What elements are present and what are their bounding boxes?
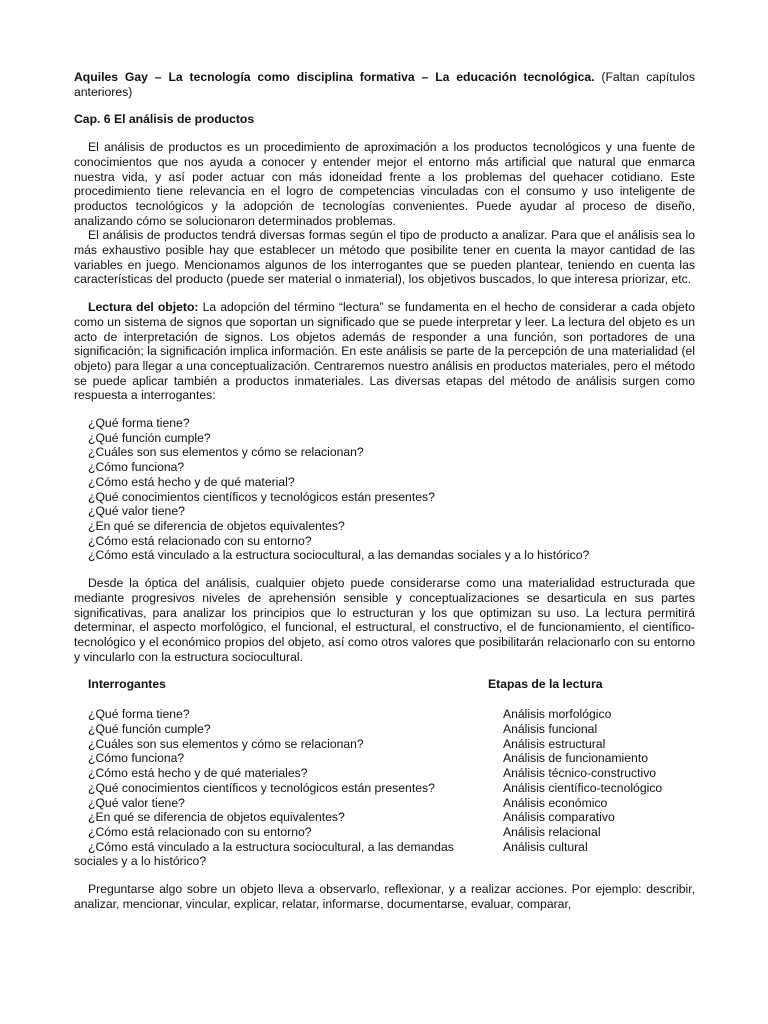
intro-paragraph-1: El análisis de productos es un procedimiento de aproximación a los productos tecnológicos y una fuente de conocimientos que nos ayuda a conocer y entender mejor el entorno más artificial que natural que enmarca nuestra vida, y así poder actuar con más idoneidad frente a los problemas del quehacer cotidiano. Este procedimiento tiene relevancia en el logro de competencias vinculadas con el consumo y uso inteligente de productos tecnológicos y la adopción de tecnologías convenientes. Puede ayudar al proceso de diseño, analizando cómo se solucionaron determinados problemas. [74,140,695,228]
table-row [74,707,695,722]
question-list [88,416,695,563]
row-question: ¿Cómo está relacionado con su entorno? [88,824,312,839]
list-item: ¿Qué conocimientos científicos y tecnológicos están presentes? [88,489,435,504]
title-note: (Faltan capítulos anteriores) [74,70,695,99]
lectura-text: La adopción del término “lectura” se fundamenta en el hecho de considerar a cada objeto como un sistema de signos que soportan un significado que se puede interpretar y leer. La lectura del objeto es un acto de interpretación de signos. Los objetos además de responder a una función, son portadores de una significación; la significación implica información. En este análisis se parte de la percepción de una materialidad (el objeto) para llegar a una conceptualización. Centraremos nuestro análisis en productos materiales, pero el método se puede aplicar también a productos inmateriales. Las diversas etapas del método de análisis surgen como respuesta a interrogantes: [74,300,696,403]
header-etapas: Etapas de la lectura [488,677,603,692]
list-item: ¿Cómo está hecho y de qué material? [88,474,295,489]
table-row [74,766,695,781]
chapter-heading: Cap. 6 El análisis de productos [74,112,255,127]
intro-paragraph-2: El análisis de productos tendrá diversas formas según el tipo de producto a analizar. Para que el análisis sea lo más exhaustivo posible hay que establecer un método que posibilite tener en cuenta la mayor cantidad de las variables en juego. Mencionamos algunos de los interrogantes que se pueden plantear, teniendo en cuenta las características del producto (puede ser material o inmaterial), los objetivos buscados, lo que interesa priorizar, etc. [74,228,695,287]
table-row [74,796,695,811]
row-stage: Análisis comparativo [503,810,615,825]
list-item: ¿Cómo está vinculado a la estructura sociocultural, a las demandas sociales y a lo histórico? [88,548,590,563]
closing-paragraph: Preguntarse algo sobre un objeto lleva a observarlo, reflexionar, y a realizar acciones. Por ejemplo: describir, analizar, mencionar, vincular, explicar, relatar, informarse, documentarse, evaluar, comparar, [74,882,695,911]
list-item: ¿Qué valor tiene? [88,504,185,519]
interrogantes-table [74,677,695,869]
lectura-label: Lectura del objeto: [88,300,199,315]
list-item: ¿Cómo funciona? [88,460,185,475]
list-item: ¿Qué forma tiene? [88,416,190,431]
list-item: ¿Cuáles son sus elementos y cómo se relacionan? [88,445,364,460]
row-question: ¿Cómo funciona? [88,751,185,766]
row-stage: Análisis cultural [503,839,588,854]
lectura-paragraph [74,300,695,403]
row-stage: Análisis morfológico [503,707,612,722]
title-bold: Aquiles Gay – La tecnología como disciplina formativa – La educación tecnológica. [74,70,595,84]
row-stage: Análisis relacional [503,824,601,839]
row-question: ¿En qué se diferencia de objetos equivalentes? [88,810,345,825]
table-row [74,810,695,825]
row-stage: Análisis funcional [503,722,598,737]
optica-paragraph: Desde la óptica del análisis, cualquier objeto puede considerarse como una materialidad estructurada que mediante progresivos niveles de aprehensión sensible y conceptualizaciones se desarticula en sus partes significativas, para analizar los principios que lo estructuran y los que optimizan su uso. La lectura permitirá determinar, el aspecto morfológico, el funcional, el estructural, el constructivo, el de funcionamiento, el científico-tecnológico y el económico propios del objeto, así como otros valores que posibilitarán relacionarlo con su entorno y vincularlo con la estructura sociocultural. [74,576,695,664]
row-stage: Análisis de funcionamiento [503,751,648,766]
table-row [74,825,695,840]
row-question: ¿Qué conocimientos científicos y tecnológicos están presentes? [88,780,435,795]
table-rows [74,707,695,869]
table-row [74,722,695,737]
table-row [74,781,695,796]
row-question: ¿Cuáles son sus elementos y cómo se relacionan? [88,736,364,751]
table-row [74,737,695,752]
row-stage: Análisis económico [503,795,608,810]
list-item: ¿Cómo está relacionado con su entorno? [88,533,312,548]
list-item: ¿Qué función cumple? [88,430,211,445]
row-stage: Análisis estructural [503,736,606,751]
list-item: ¿En qué se diferencia de objetos equivalentes? [88,518,345,533]
row-question: ¿Cómo está hecho y de qué materiales? [88,766,308,781]
table-row [74,751,695,766]
row-question: ¿Qué forma tiene? [88,707,190,722]
row-question: ¿Qué valor tiene? [88,795,185,810]
row-question: ¿Cómo está vinculado a la estructura sociocultural, a las demandas sociales y a lo histórico? [74,839,454,869]
document-page [74,70,695,911]
row-stage: Análisis científico-tecnológico [503,780,663,795]
table-row [74,840,695,869]
document-title [74,70,695,99]
header-interrogantes: Interrogantes [88,677,166,692]
row-question: ¿Qué función cumple? [88,722,211,737]
table-header [74,677,695,692]
row-stage: Análisis técnico-constructivo [503,766,657,781]
